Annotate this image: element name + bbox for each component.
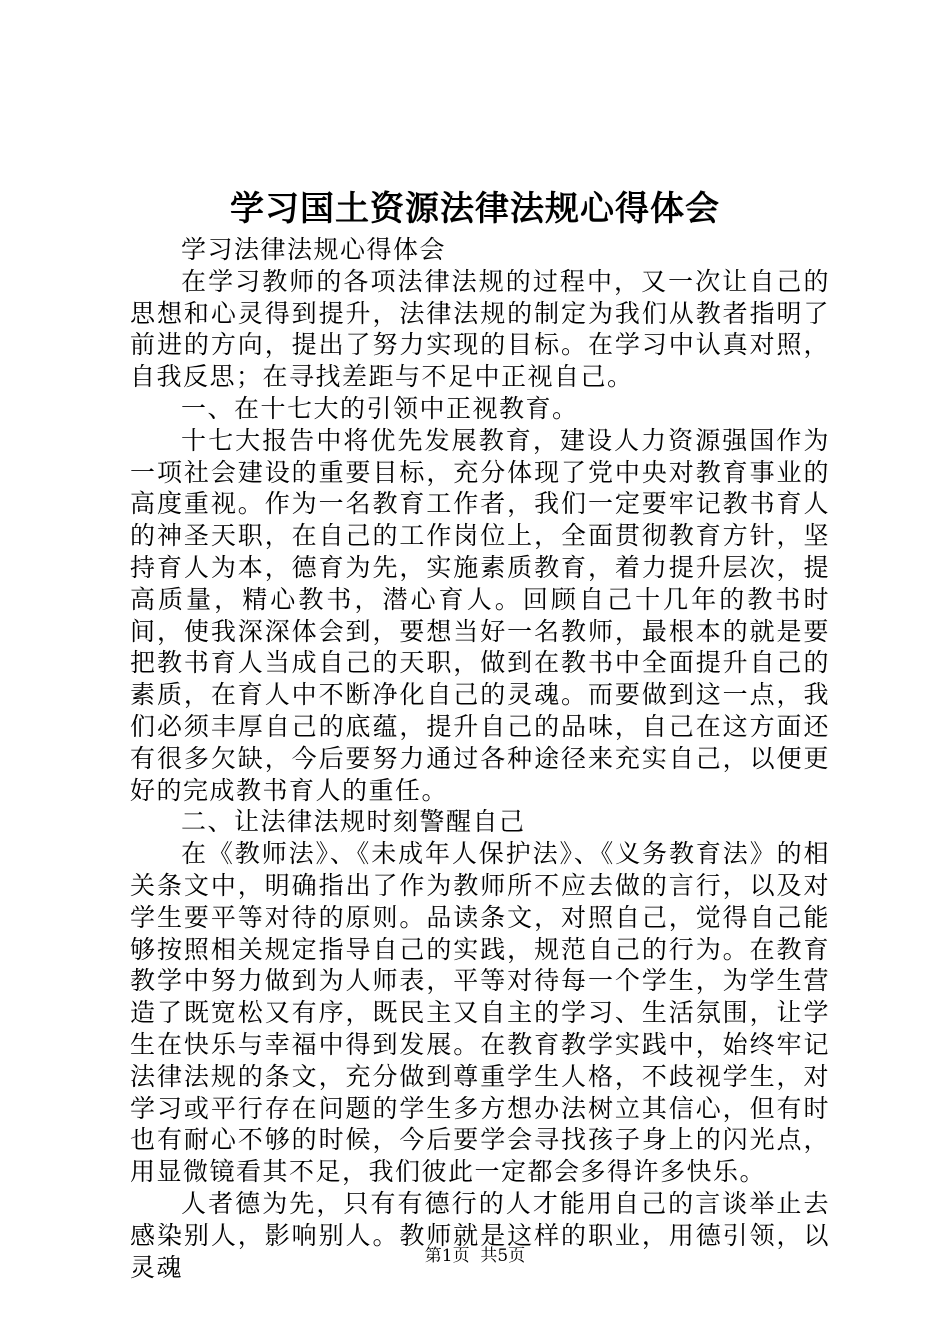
document-title: 学习国土资源法律法规心得体会 xyxy=(230,189,720,229)
page-footer xyxy=(0,1245,950,1267)
document-body xyxy=(130,234,830,1283)
page-total: 共5页 xyxy=(480,1246,526,1266)
section-heading-1: 一、在十七大的引领中正视教育。 xyxy=(181,393,579,423)
section-heading-2: 二、让法律法规时刻警醒自己 xyxy=(181,807,526,837)
paragraph-intro: 在学习教师的各项法律法规的过程中，又一次让自己的思想和心灵得到提升，法律法规的制定为我们从教者指明了前进的方向，提出了努力实现的目标。在学习中认真对照，自我反思；在寻找差距与不足中正视自己。 xyxy=(130,266,830,392)
paragraph-section-2: 在《教师法》、《未成年人保护法》、《义务教育法》的相关条文中，明确指出了作为教师所不应去做的言行，以及对学生要平等对待的原则。品读条文，对照自己，觉得自己能够按照相关规定指导自己的实践，规范自己的行为。在教育教学中努力做到为人师表，平等对待每一个学生，为学生营造了既宽松又有序，既民主又自主的学习、生活氛围，让学生在快乐与幸福中得到发展。在教育教学实践中，始终牢记法律法规的条文，充分做到尊重学生人格，不歧视学生，对学习或平行存在问题的学生多方想办法树立其信心，但有时也有耐心不够的时候，今后要学会寻找孩子身上的闪光点，用显微镜看其不足，我们彼此一定都会多得许多快乐。 xyxy=(130,839,830,1187)
page-number: 第1页 xyxy=(424,1246,470,1266)
paragraph-subtitle: 学习法律法规心得体会 xyxy=(181,235,447,264)
paragraph-continuation: 人者德为先，只有有德行的人才能用自己的言谈举止去感染别人，影响别人。教师就是这样的职业，用德引领，以灵魂 xyxy=(130,1188,830,1282)
paragraph-section-1: 十七大报告中将优先发展教育，建设人力资源强国作为一项社会建设的重要目标，充分体现了党中央对教育事业的高度重视。作为一名教育工作者，我们一定要牢记教书育人的神圣天职，在自己的工作岗位上，全面贯彻教育方针，坚持育人为本，德育为先，实施素质教育，着力提升层次，提高质量，精心教书，潜心育人。回顾自己十几年的教书时间，使我深深体会到，要想当好一名教师，最根本的就是要把教书育人当成自己的天职，做到在教书中全面提升自己的素质，在育人中不断净化自己的灵魂。而要做到这一点，我们必须丰厚自己的底蕴，提升自己的品味，自己在这方面还有很多欠缺，今后要努力通过各种途径来充实自己，以便更好的完成教书育人的重任。 xyxy=(130,425,830,805)
